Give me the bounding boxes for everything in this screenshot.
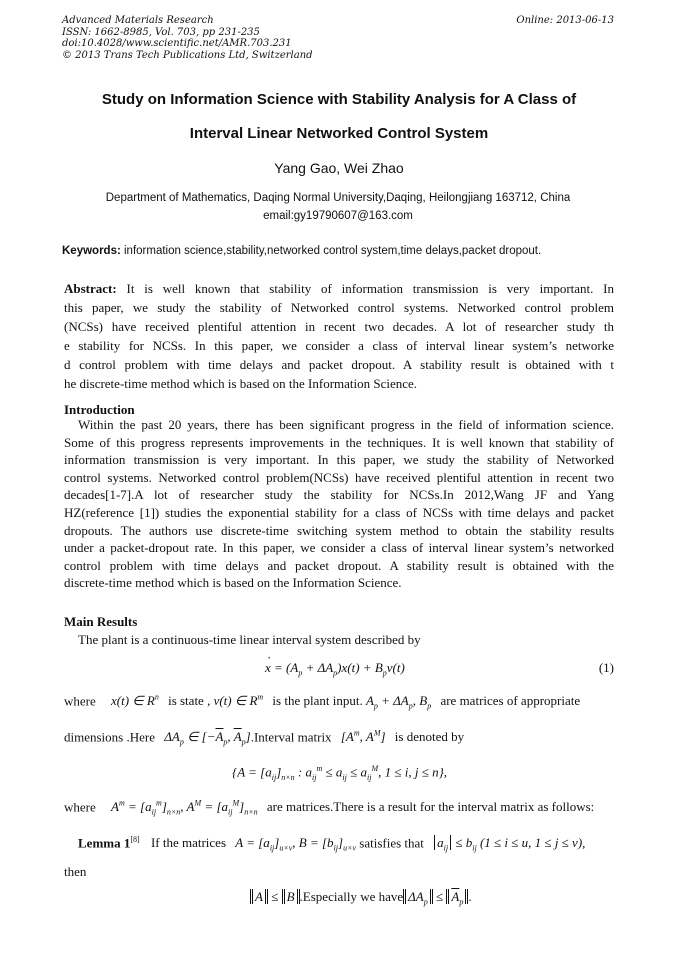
journal-header [62,15,614,61]
where-line-1: where x(t) ∈ $R^n$ is state , v(t) ∈ $R^m$ is the plant input. $A_p + \Delta A_p$, $B_p$ are matrices of appropriate [64,693,581,711]
intro-line: Within the past 20 years, there has been significant progress in the field of information science. [78,417,614,432]
intro-line: under a packet-dropout rate. In this paper, we consider a class of interval linear system’s networked [64,540,614,556]
intro-line: discrete-time method which is based on the Information Science. [64,575,402,591]
lemma-label: Lemma 1 [78,835,131,851]
where-line-2: where $A^m = [a_{ij}^m]_{n\times n}$, $A^M = [a_{ij}^M]_{n\times n}$ are matrices.There is a result for the interval matrix as follows: [64,799,595,817]
intro-line: Some of this progress represents improvements in the techniques. It is well known that stability of [64,434,614,450]
dimensions-line: dimensions .Here $\Delta A_p$ ∈ [$-\overline{A}_p$, $\overline{A}_p].Interval$ matrix [$A^m$, $A^M$] is denoted by [64,729,465,747]
issn: ISSN: 1662-8985, Vol. 703, pp 231-235 [62,26,260,38]
abstract-line: Abstract: It is well known that stability of information transmission is very important. In [64,281,615,296]
norm-inequality: A ≤ B .Especially we have $\Delta A_p \le \overline{A}_p$ . [250,889,472,907]
paper-title-line-2: Interval Linear Networked Control System [189,125,489,142]
affiliation: Department of Mathematics, Daqing Normal University,Daqing, Heilongjiang 163712, China [105,192,571,204]
equation-1: x · = $(A_p + \Delta A_p)x(t) + B_pv(t)$ [265,650,405,678]
introduction-heading: Introduction [64,402,135,417]
lemma-1: Lemma 1[8] If the matrices $A = [a_{ij}]_{u\times v}$, $B = [b_{ij}]_{u\times v}$ satisfies that $a_{ij} \le b_{ij}$ (1 ≤ i ≤ u, 1 ≤ j ≤ v), [78,835,586,853]
email: email:gy19790607@163.com [263,210,413,222]
abstract-label: Abstract: [64,281,117,296]
equation-number: (1) [598,660,614,675]
affiliation-block [62,189,614,225]
introduction-body [64,416,614,592]
doi: doi:10.4028/www.scientific.net/AMR.703.231 [62,38,292,49]
interval-matrix-set: {$A = [a_{ij}]_{n\times n}$ : $a_{ij}^m \le a_{ij} \le a_{ij}^M$, 1 ≤ i, j ≤ n}, [232,764,448,782]
abstract-line: e stability for NCSs. In this paper, we consider a class of interval linear system’s networke [64,338,614,353]
online-date: Online: 2013-06-13 [516,15,614,26]
keywords [62,245,622,257]
main-results-heading: Main Results [64,614,138,629]
authors: Yang Gao, Wei Zhao [274,160,404,176]
intro-line: decades[1-7].A lot of researcher study the stability for NCSs.In 2012,Wang JF and Yang [64,487,614,503]
keywords-text: information science,stability,networked control system,time delays,packet dropout. [124,245,542,257]
intro-line: HZ(reference [1]) studies the exponential stability for a class of NCSs with time delays and packet [64,504,614,520]
intro-line: control systems. Networked control problem(NCSs) have received plentiful attention in recent two [64,469,614,485]
abstract-line: he discrete-time method which is based on the Information Science. [64,376,418,391]
paper-title-line-1: Study on Information Science with Stability Analysis for A Class of [101,91,577,108]
abstract-line: this paper, we study the stability of Networked control systems. Networked control problem [64,300,614,315]
abstract-line: d control problem with time delays and packet dropout. A stability result is obtained with t [64,357,614,372]
abstract [64,279,614,393]
abstract-line: (NCSs) have received plentiful attention in recent two decades. A lot of researcher study th [64,319,614,334]
journal-name: Advanced Materials Research [62,15,214,26]
intro-line: information transmission is very important. In this paper, we study the stability of Networked [64,452,614,468]
then-word: then [64,864,87,879]
intro-line: dropouts. The authors use discrete-time switching system method to obtain the stability results [64,522,614,538]
copyright: © 2013 Trans Tech Publications Ltd, Switzerland [62,49,313,61]
keywords-label: Keywords: [62,245,121,257]
intro-line: control problem with time delays and packet dropout. A stability result is obtained with the [64,557,614,573]
plant-intro: The plant is a continuous-time linear interval system described by [78,632,421,647]
